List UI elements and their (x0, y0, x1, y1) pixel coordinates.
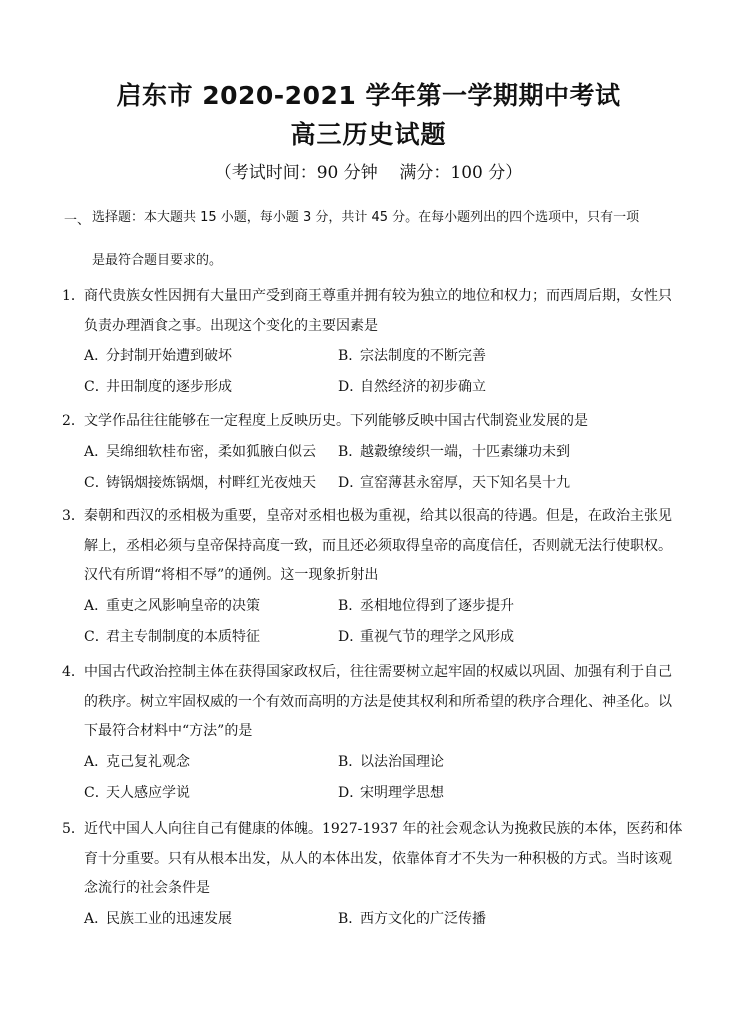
option-letter: A． (84, 348, 109, 364)
option-c[interactable] (84, 468, 338, 499)
question-text-line: 念流行的社会条件是 (84, 880, 210, 896)
option-text: 重视气节的理学之风形成 (360, 628, 514, 645)
option-b[interactable] (338, 747, 592, 778)
option-letter: C． (84, 628, 109, 645)
option-text: 分封制开始遭到破坏 (106, 348, 232, 364)
option-letter: C． (84, 784, 109, 801)
option-text: 井田制度的逐步形成 (106, 379, 232, 395)
question-options (62, 904, 682, 935)
question-4 (62, 658, 682, 809)
option-text: 铸锅烟接炼锅烟，村畔红光夜烛天 (106, 474, 316, 491)
question-text-line: 下最符合材料中“方法”的是 (84, 723, 253, 739)
question-text-line: 商代贵族女性因拥有大量田产受到商王尊重并拥有较为独立的地位和权力；而西周后期，女性只 (84, 288, 672, 304)
question-number: 5． (62, 821, 85, 837)
option-letter: B． (338, 910, 363, 927)
option-letter: D． (338, 628, 364, 645)
option-text: 君主专制制度的本质特征 (106, 628, 260, 645)
option-a[interactable] (84, 341, 338, 372)
section-instruction-line-1: 选择题：本大题共 15 小题，每小题 3 分，共计 45 分。在每小题列出的四个选项中，只有一项 (92, 210, 640, 225)
option-letter: B． (338, 348, 363, 364)
option-letter: B． (338, 597, 363, 614)
question-stem (62, 658, 682, 747)
option-d[interactable] (338, 372, 592, 403)
question-options (62, 341, 682, 403)
section-instruction-line-2: 是最符合题目要求的。 (92, 253, 223, 268)
option-a[interactable] (84, 591, 338, 622)
option-text: 丞相地位得到了逐步提升 (360, 597, 514, 614)
option-letter: C． (84, 474, 109, 491)
option-letter: D． (338, 379, 364, 395)
option-b[interactable] (338, 904, 592, 935)
option-letter: B． (338, 753, 363, 770)
option-letter: B． (338, 443, 363, 460)
question-text-line: 解上，丞相必须与皇帝保持高度一致，而且还必须取得皇帝的高度信任，否则就无法行使职权。 (84, 537, 672, 554)
option-text: 吴绵细软桂布密，柔如狐腋白似云 (106, 443, 316, 460)
option-c[interactable] (84, 372, 338, 403)
option-letter: A． (84, 753, 109, 770)
option-c[interactable] (84, 622, 338, 653)
option-text: 克己复礼观念 (106, 753, 190, 770)
question-number: 2． (62, 413, 85, 429)
question-text-line: 育十分重要。只有从根本出发，从人的本体出发，依靠体育才不失为一种积极的方式。当时该观 (84, 850, 672, 867)
question-stem (62, 815, 682, 904)
option-text: 宣窑薄甚永窑厚，天下知名昊十九 (360, 474, 570, 491)
option-d[interactable] (338, 778, 592, 809)
option-text: 民族工业的迅速发展 (106, 910, 232, 927)
question-text-line: 秦朝和西汉的丞相极为重要，皇帝对丞相也极为重视，给其以很高的待遇。但是，在政治主张见 (84, 508, 672, 524)
question-text-line: 负责办理酒食之事。出现这个变化的主要因素是 (84, 317, 378, 334)
option-text: 以法治国理论 (360, 753, 444, 770)
option-d[interactable] (338, 622, 592, 653)
question-text-line: 的秩序。树立牢固权威的一个有效而高明的方法是使其权利和所希望的秩序合理化、神圣化。以 (84, 693, 672, 710)
question-number: 4． (62, 664, 85, 680)
option-b[interactable] (338, 341, 592, 372)
question-number: 3． (62, 508, 85, 524)
question-options (62, 747, 682, 809)
option-text: 西方文化的广泛传播 (360, 910, 486, 927)
question-text-line: 近代中国人人向往自己有健康的体魄。1927-1937 年的社会观念认为挽救民族的本体，医药和体 (84, 821, 683, 837)
question-3 (62, 502, 682, 653)
option-c[interactable] (84, 778, 338, 809)
question-options (62, 437, 682, 499)
question-text-line: 文学作品往往能够在一定程度上反映历史。下列能够反映中国古代制瓷业发展的是 (84, 413, 588, 429)
option-b[interactable] (338, 437, 592, 468)
option-text: 宋明理学思想 (360, 784, 444, 801)
question-stem (62, 407, 682, 437)
question-1 (62, 282, 682, 403)
option-text: 自然经济的初步确立 (360, 379, 486, 395)
question-text-line: 汉代有所谓“将相不辱”的通例。这一现象折射出 (84, 567, 379, 583)
question-number: 1． (62, 288, 85, 304)
option-letter: A． (84, 443, 109, 460)
question-stem (62, 502, 682, 591)
option-text: 宗法制度的不断完善 (360, 348, 486, 364)
question-stem (62, 282, 682, 341)
exam-subject-title: 高三历史试题 (290, 120, 447, 149)
option-letter: A． (84, 597, 109, 614)
option-d[interactable] (338, 468, 592, 499)
question-text-line: 中国古代政治控制主体在获得国家政权后，往往需要树立起牢固的权威以巩固、加强有利于自己 (84, 664, 672, 680)
section-number: 一、 (64, 213, 91, 228)
exam-info: （考试时间：90 分钟 满分：100 分） (214, 163, 523, 183)
question-5 (62, 815, 682, 935)
option-letter: C． (84, 379, 109, 395)
option-text: 重吏之风影响皇帝的决策 (106, 597, 260, 614)
question-2 (62, 407, 682, 499)
question-options (62, 591, 682, 653)
option-letter: D． (338, 474, 364, 491)
option-letter: D． (338, 784, 364, 801)
option-a[interactable] (84, 747, 338, 778)
option-text: 天人感应学说 (106, 784, 190, 801)
option-a[interactable] (84, 904, 338, 935)
exam-title: 启东市 2020-2021 学年第一学期期中考试 (116, 81, 621, 110)
option-b[interactable] (338, 591, 592, 622)
option-text: 越縠缭绫织一端，十匹素缣功未到 (360, 443, 570, 460)
option-letter: A． (84, 910, 109, 927)
option-a[interactable] (84, 437, 338, 468)
